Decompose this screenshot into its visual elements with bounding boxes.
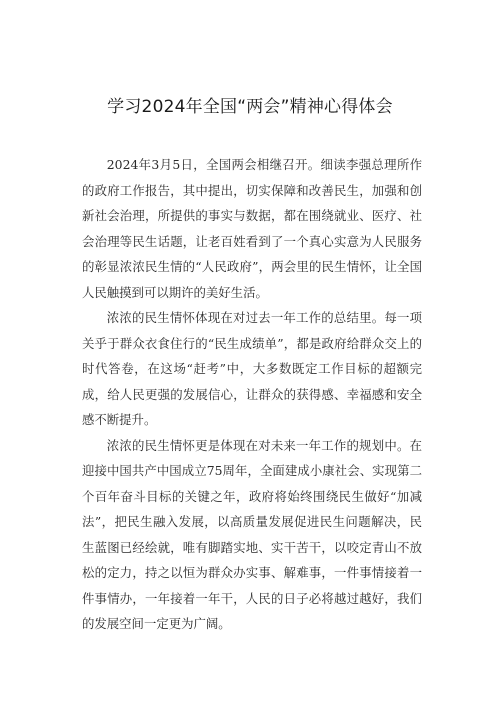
document-title: 学习2024年全国“两会”精神心得体会: [107, 97, 393, 117]
document-body: [82, 152, 422, 637]
paragraph-3: 浓浓的民生情怀更是体现在对未来一年工作的规划中。在迎接中国共产中国成立75周年，全面建成小康社会、实现第二个百年奋斗目标的关键之年，政府将始终围绕民生做好“加减法”，把民生融入发展，以高质量发展促进民生问题解决，民生蓝图已经绘就，唯有脚踏实地、实干苦干，以咬定青山不放松的定力，持之以恒为群众办实事、解难事，一件事情接着一件事情办，一年接着一年干，人民的日子必将越过越好，我们的发展空间一定更为广阔。: [82, 437, 422, 631]
paragraph-1: 2024年3月5日，全国两会相继召开。细读李强总理所作的政府工作报告，其中提出，切实保障和改善民生，加强和创新社会治理，所提供的事实与数据，都在围绕就业、医疗、社会治理等民生话题，让老百姓看到了一个真心实意为人民服务的彰显浓浓民生情的“人民政府”，两会里的民生情怀，让全国人民触摸到可以期许的美好生活。: [82, 157, 422, 300]
paragraph-2: 浓浓的民生情怀体现在对过去一年工作的总结里。每一项关乎于群众衣食住行的“民生成绩单”，都是政府给群众交上的时代答卷，在这场“赶考”中，大多数既定工作目标的超额完成，给人民更强的发展信心，让群众的获得感、幸福感和安全感不断提升。: [82, 310, 422, 427]
